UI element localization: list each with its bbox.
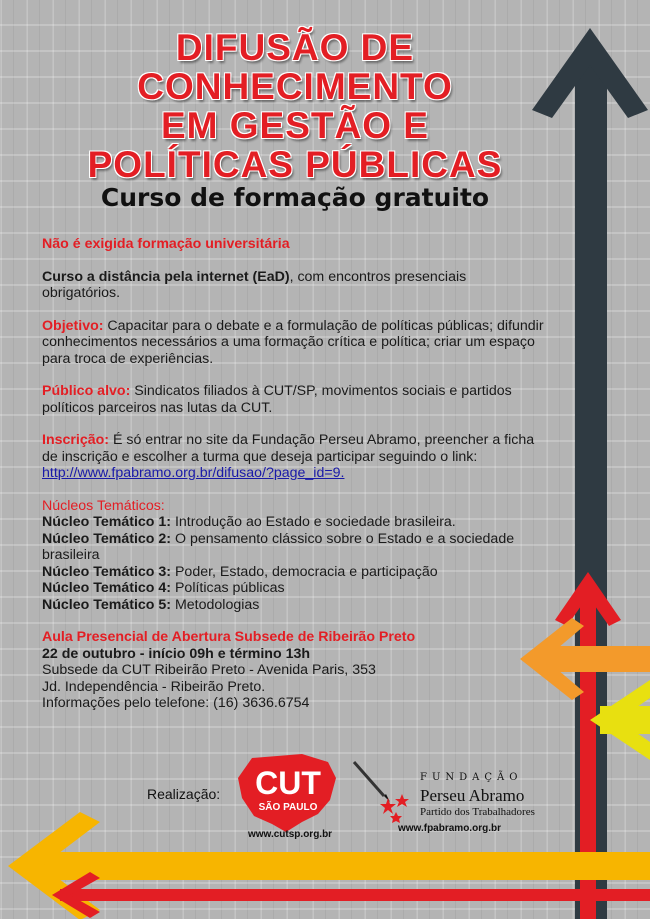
- event-address: Subsede da CUT Ribeirão Preto - Avenida Paris, 353: [42, 662, 376, 678]
- nucleus-label: Núcleo Temático 2:: [42, 530, 172, 547]
- fpa-fundacao: FUNDAÇÃO: [420, 772, 523, 783]
- nucleus-item: [42, 564, 547, 581]
- registration-label: Inscrição:: [42, 432, 110, 448]
- nucleus-label: Núcleo Temático 1:: [42, 514, 172, 530]
- registration-text: É só entrar no site da Fundação Perseu Abramo, preencher a ficha de inscrição e escolher a turma que deseja participar seguindo o link:: [42, 432, 535, 465]
- nucleus-text: Introdução ao Estado e sociedade brasileira.: [171, 514, 456, 530]
- cut-logo-sub: SÃO PAULO: [258, 802, 318, 813]
- nucleus-label: Núcleo Temático 4:: [42, 580, 172, 596]
- nucleus-item: [42, 597, 547, 614]
- nucleus-item: [42, 531, 547, 564]
- subtitle: Curso de formação gratuito: [100, 183, 490, 212]
- registration-paragraph: [42, 432, 547, 482]
- nucleus-label: Núcleo Temático 3:: [42, 563, 172, 580]
- course-bold: Curso a distância pela internet (EaD): [42, 268, 290, 285]
- event-phone: Informações pelo telefone: (16) 3636.6754: [42, 695, 310, 711]
- nucleus-item: [42, 580, 547, 597]
- headline-line: DIFUSÃO DE: [175, 27, 415, 68]
- fpa-party: Partido dos Trabalhadores: [420, 806, 535, 818]
- course-paragraph: [42, 269, 547, 302]
- nucleus-text: O pensamento clássico sobre o Estado e a sociedade brasileira: [42, 530, 515, 563]
- fpa-name: Perseu Abramo: [420, 786, 525, 805]
- event-address: Jd. Independência - Ribeirão Preto.: [42, 678, 266, 695]
- registration-link[interactable]: http://www.fpabramo.org.br/difusao/?page_id=9.: [42, 465, 345, 481]
- notice-text: Não é exigida formação universitária: [42, 236, 290, 252]
- nuclei-heading: Núcleos Temáticos:: [42, 497, 165, 514]
- headline-line: POLÍTICAS PÚBLICAS: [87, 144, 503, 185]
- fpa-url: www.fpabramo.org.br: [398, 823, 501, 834]
- course-rest: , com encontros presenciais obrigatórios.: [42, 268, 467, 301]
- nucleus-label: Núcleo Temático 5:: [42, 596, 172, 613]
- cut-logo: [232, 752, 344, 834]
- event-date: 22 de outubro - início 09h e término 13h: [42, 645, 311, 662]
- objective-text: Capacitar para o debate e a formulação de políticas públicas; difundir conhecimentos necessários a uma formação crítica e política; criar um espaço para troca de experiências.: [42, 317, 544, 367]
- cut-url: www.cutsp.org.br: [248, 829, 333, 840]
- nucleus-text: Metodologias: [171, 596, 260, 613]
- nucleus-text: Poder, Estado, democracia e participação: [171, 563, 438, 580]
- main-content: [42, 236, 547, 712]
- nucleus-item: [42, 514, 547, 531]
- cut-logo-text: CUT: [255, 765, 321, 801]
- headline-line: EM GESTÃO E: [161, 105, 429, 146]
- headline: [40, 28, 550, 184]
- nucleus-text: Políticas públicas: [171, 580, 285, 596]
- event-heading: Aula Presencial de Abertura Subsede de Ribeirão Preto: [42, 629, 416, 645]
- objective-label: Objetivo:: [42, 317, 104, 334]
- audience-paragraph: [42, 383, 547, 416]
- realizacao-label: Realização:: [147, 786, 221, 802]
- audience-text: Sindicatos filiados à CUT/SP, movimentos sociais e partidos políticos parceiros nas lutas da CUT.: [42, 383, 512, 416]
- objective-paragraph: [42, 318, 547, 368]
- headline-line: CONHECIMENTO: [137, 66, 453, 107]
- audience-label: Público alvo:: [42, 383, 131, 399]
